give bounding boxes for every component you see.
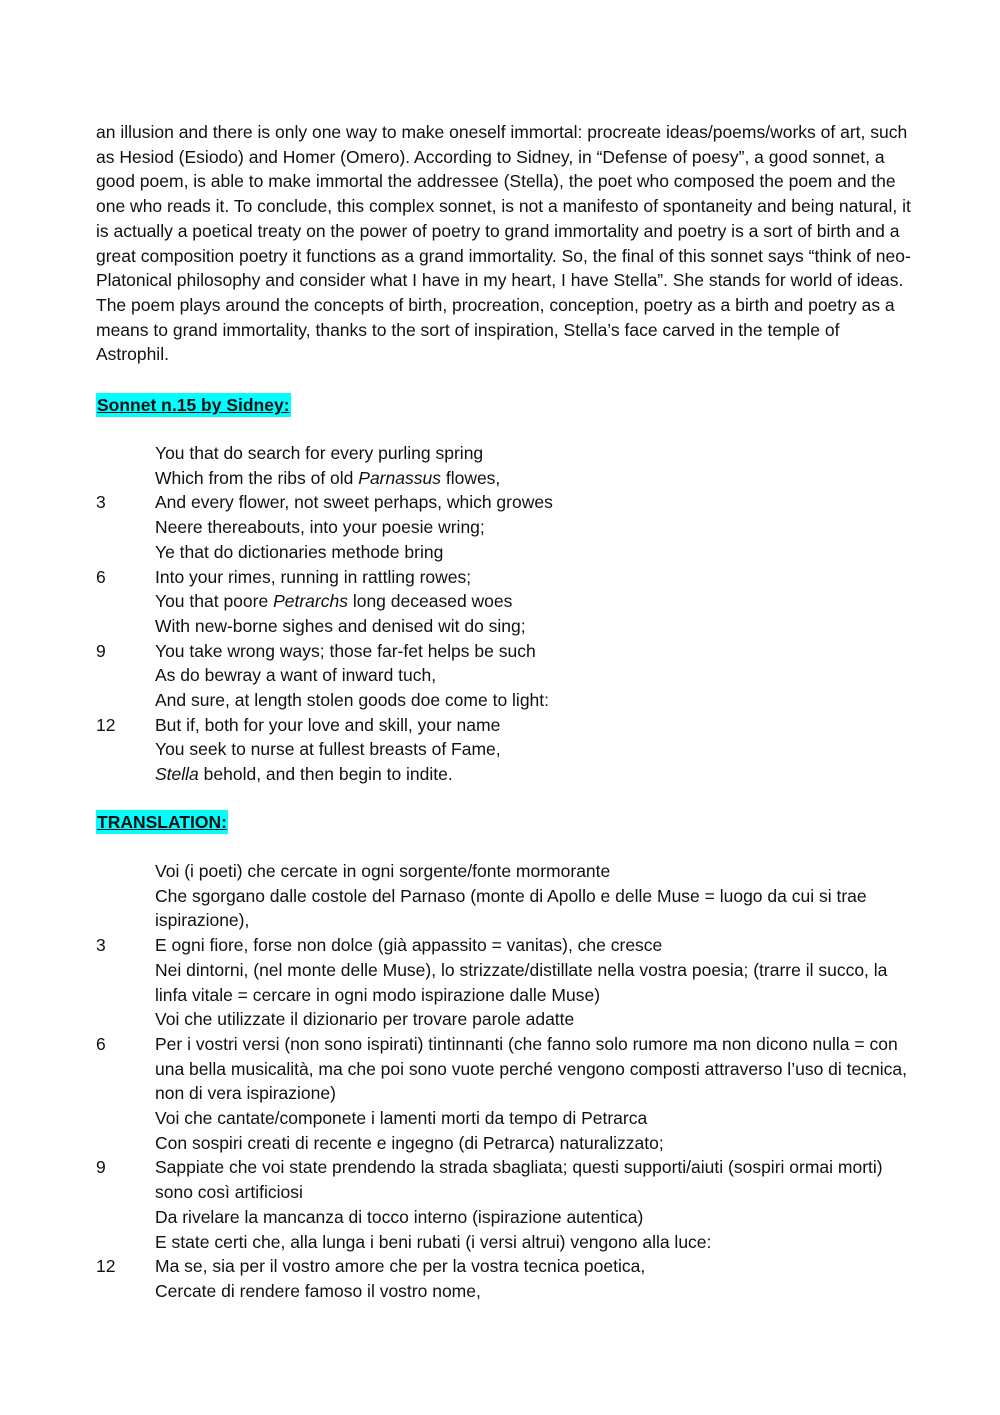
line-text [155, 859, 916, 884]
line-text [155, 490, 916, 515]
poem-line [96, 1007, 916, 1032]
line-text [155, 1131, 916, 1156]
line-number: 6 [96, 566, 106, 587]
line-text [155, 1230, 916, 1255]
line-text-segment: Per i vostri versi (non sono ispirati) tintinnanti (che fanno solo rumore ma non dicono nulla = con una bella musicalità, ma che poi sono vuote perché vengono composti attraverso l’uso di tecnica, non di vera ispirazione) [155, 1033, 907, 1104]
italic-text: Petrarchs [273, 591, 348, 612]
line-text [155, 1007, 916, 1032]
line-text [155, 1254, 916, 1279]
poem-line [96, 639, 916, 664]
line-text-segment: behold, and then begin to indite. [198, 764, 453, 785]
poem-line [96, 589, 916, 614]
line-text [155, 884, 916, 933]
translation-poem [96, 859, 916, 1304]
poem-line [96, 958, 916, 1007]
poem-line [96, 565, 916, 590]
line-text-segment: Nei dintorni, (nel monte delle Muse), lo strizzate/distillate nella vostra poesia; (trarre il succo, la linfa vitale = cercare in ogni modo ispirazione dalle Muse) [155, 959, 888, 1005]
line-text [155, 1205, 916, 1230]
line-number: 9 [96, 640, 106, 661]
poem-line [96, 614, 916, 639]
line-text-segment: long deceased woes [347, 591, 513, 612]
poem-line [96, 1032, 916, 1106]
line-text-segment: With new-borne sighes and denised wit do sing; [155, 615, 526, 636]
line-text-segment: Che sgorgano dalle costole del Parnaso (monte di Apollo e delle Muse = luogo da cui si trae ispirazione), [155, 885, 867, 931]
line-number: 3 [96, 492, 106, 513]
line-text [155, 614, 916, 639]
line-text-segment: Voi che utilizzate il dizionario per trovare parole adatte [155, 1009, 575, 1030]
sonnet-heading: Sonnet n.15 by Sidney: [97, 395, 290, 415]
poem-line [96, 859, 916, 884]
line-text [155, 466, 916, 491]
poem-line [96, 1155, 916, 1204]
line-text-segment: E state certi che, alla lunga i beni rubati (i versi altrui) vengono alla luce: [155, 1231, 712, 1252]
line-text-segment: Which from the ribs of old [155, 467, 359, 488]
line-text-segment: Voi che cantate/componete i lamenti morti da tempo di Petrarca [155, 1108, 648, 1129]
poem-line [96, 1131, 916, 1156]
line-text [155, 688, 916, 713]
line-text-segment: You that do search for every purling spring [155, 443, 484, 463]
line-text [155, 565, 916, 590]
line-text-segment: Voi (i poeti) che cercate in ogni sorgente/fonte mormorante [155, 861, 611, 881]
line-text [155, 958, 916, 1007]
intro-paragraph-block [96, 120, 916, 367]
line-text [155, 540, 916, 565]
line-text [155, 589, 916, 614]
line-text [155, 713, 916, 738]
line-text-segment: Sappiate che voi state prendendo la strada sbagliata; questi supporti/aiuti (sospiri ormai morti) sono così artificiosi [155, 1157, 883, 1203]
line-text-segment: flowes, [440, 467, 501, 488]
poem-line [96, 540, 916, 565]
poem-line [96, 1205, 916, 1230]
line-text [155, 1155, 916, 1204]
line-text-segment: Ma se, sia per il vostro amore che per la vostra tecnica poetica, [155, 1256, 646, 1277]
poem-line [96, 933, 916, 958]
poem-line [96, 884, 916, 933]
italic-text: Stella [155, 764, 199, 785]
line-text-segment: Con sospiri creati di recente e ingegno (di Petrarca) naturalizzato; [155, 1132, 664, 1153]
sonnet-poem [96, 441, 916, 787]
intro-paragraph: an illusion and there is only one way to make oneself immortal: procreate ideas/poems/works of art, such as Hesiod (Esiodo) and Homer (Omero). According to Sidney, in “Defense of poesy”, a good sonnet, a good poem, is able to make immortal the addressee (Stella), the poet who composed the poem and the one who reads it. To conclude, this complex sonnet, is not a manifesto of spontaneity and being natural, it is actually a poetical treaty on the power of poetry to grand immortality and poetry is a sort of birth and a great composition poetry it functions as a grand immortality. So, the final of this sonnet says “think of neo-Platonical philosophy and consider what I have in my heart, I have Stella”. She stands for world of ideas. The poem plays around the concepts of birth, procreation, conception, poetry as a birth and poetry as a means to grand immortality, thanks to the sort of inspiration, Stella’s face carved in the temple of Astrophil. [96, 122, 911, 365]
line-text-segment: You take wrong ways; those far-fet helps be such [155, 640, 536, 661]
line-number: 12 [96, 714, 116, 735]
line-text [155, 737, 916, 762]
poem-line [96, 713, 916, 738]
line-text-segment: E ogni fiore, forse non dolce (già appassito = vanitas), che cresce [155, 935, 663, 956]
poem-line [96, 1106, 916, 1131]
line-text-segment: You seek to nurse at fullest breasts of Fame, [155, 739, 501, 760]
poem-line [96, 490, 916, 515]
line-text [155, 1106, 916, 1131]
line-text [155, 639, 916, 664]
italic-text: Parnassus [358, 467, 441, 488]
line-text-segment: Ye that do dictionaries methode bring [155, 541, 444, 562]
line-number: 6 [96, 1033, 106, 1054]
line-text-segment: Neere thereabouts, into your poesie wring; [155, 517, 485, 538]
line-text-segment: Cercate di rendere famoso il vostro nome, [155, 1280, 481, 1301]
line-text [155, 663, 916, 688]
poem-line [96, 1230, 916, 1255]
poem-line [96, 441, 916, 466]
poem-line [96, 1254, 916, 1279]
line-text-segment: But if, both for your love and skill, your name [155, 714, 501, 735]
line-text-segment: And sure, at length stolen goods doe come to light: [155, 690, 550, 711]
line-text [155, 933, 916, 958]
line-text [155, 762, 916, 787]
line-number: 3 [96, 935, 106, 956]
line-text-segment: As do bewray a want of inward tuch, [155, 665, 437, 686]
line-text-segment: Into your rimes, running in rattling rowes; [155, 566, 472, 587]
poem-line [96, 688, 916, 713]
line-text [155, 1279, 916, 1304]
line-text [155, 441, 916, 466]
poem-line [96, 466, 916, 491]
poem-line [96, 515, 916, 540]
line-number: 12 [96, 1256, 116, 1277]
line-number: 9 [96, 1157, 106, 1178]
line-text [155, 1032, 916, 1106]
poem-line [96, 1279, 916, 1304]
line-text [155, 515, 916, 540]
poem-line [96, 737, 916, 762]
line-text-segment: You that poore [155, 591, 274, 612]
line-text-segment: Da rivelare la mancanza di tocco interno (ispirazione autentica) [155, 1206, 644, 1227]
translation-heading: TRANSLATION: [97, 812, 227, 832]
poem-line [96, 663, 916, 688]
poem-line [96, 762, 916, 787]
line-text-segment: And every flower, not sweet perhaps, which growes [155, 492, 553, 513]
